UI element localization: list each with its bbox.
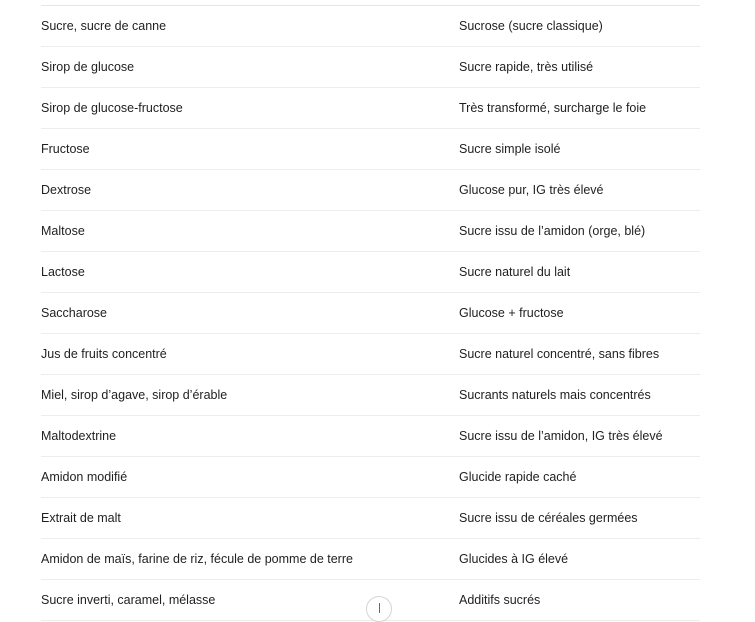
ingredient-description-cell: Sucre issu de l’amidon, IG très élevé	[459, 429, 663, 443]
ingredient-name-cell: Dextrose	[41, 183, 92, 197]
ingredient-name-cell: Sucre inverti, caramel, mélasse	[41, 593, 216, 607]
ingredient-description-cell: Glucides à IG élevé	[459, 552, 569, 566]
ingredient-description-cell: Sucrants naturels mais concentrés	[459, 388, 651, 402]
ingredient-description-cell: Glucide rapide caché	[459, 470, 577, 484]
ingredient-name-cell: Saccharose	[41, 306, 108, 320]
ingredient-name-cell: Sirop de glucose	[41, 60, 135, 74]
table-row	[41, 375, 700, 416]
ingredient-description-cell: Sucre rapide, très utilisé	[459, 60, 594, 74]
ingredient-name-cell: Fructose	[41, 142, 90, 156]
table-row	[41, 252, 700, 293]
ingredient-description-cell: Glucose + fructose	[459, 306, 564, 320]
scroll-down-arrow-icon	[379, 603, 380, 613]
table-row	[41, 129, 700, 170]
ingredient-name-cell: Miel, sirop d’agave, sirop d’érable	[41, 388, 228, 402]
ingredient-description-cell: Sucre naturel concentré, sans fibres	[459, 347, 660, 361]
ingredient-name-cell: Maltodextrine	[41, 429, 117, 443]
table-row	[41, 6, 700, 47]
scroll-down-button[interactable]	[366, 596, 392, 622]
ingredient-name-cell: Maltose	[41, 224, 85, 238]
table-row	[41, 457, 700, 498]
ingredient-name-cell: Sirop de glucose-fructose	[41, 101, 183, 115]
ingredient-description-cell: Glucose pur, IG très élevé	[459, 183, 604, 197]
table-row	[41, 170, 700, 211]
table-row	[41, 47, 700, 88]
table-body	[41, 6, 700, 621]
ingredient-name-cell: Amidon modifié	[41, 470, 128, 484]
table-row	[41, 498, 700, 539]
table-row	[41, 88, 700, 129]
table-row	[41, 293, 700, 334]
ingredient-name-cell: Amidon de maïs, farine de riz, fécule de pomme de terre	[41, 552, 353, 566]
ingredient-description-cell: Sucrose (sucre classique)	[459, 19, 603, 33]
ingredient-description-cell: Très transformé, surcharge le foie	[459, 101, 647, 115]
ingredient-description-cell: Sucre issu de l’amidon (orge, blé)	[459, 224, 646, 238]
ingredient-name-cell: Lactose	[41, 265, 85, 279]
ingredient-name-cell: Sucre, sucre de canne	[41, 19, 167, 33]
ingredient-description-cell: Additifs sucrés	[459, 593, 541, 607]
table-row	[41, 416, 700, 457]
ingredient-name-cell: Extrait de malt	[41, 511, 121, 525]
table-row	[41, 211, 700, 252]
ingredient-name-cell: Jus de fruits concentré	[41, 347, 167, 361]
ingredient-description-cell: Sucre simple isolé	[459, 142, 561, 156]
table-row	[41, 334, 700, 375]
ingredient-description-cell: Sucre naturel du lait	[459, 265, 571, 279]
sugar-names-table	[41, 0, 700, 621]
ingredient-description-cell: Sucre issu de céréales germées	[459, 511, 638, 525]
table-row	[41, 539, 700, 580]
